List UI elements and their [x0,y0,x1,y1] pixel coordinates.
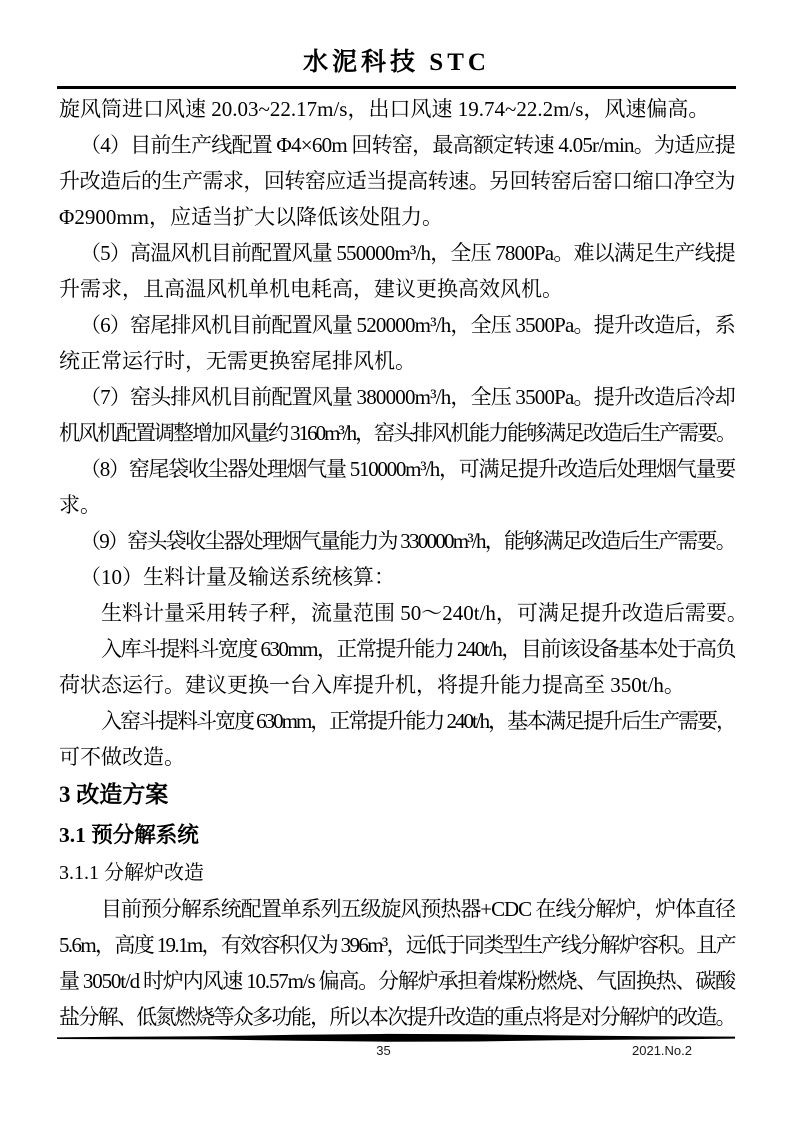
text-line: （4）目前生产线配置 Φ4×60m 回转窑，最高额定转速 4.05r/min。为适应提 [80,132,735,157]
text-line: 盐分解、低氮燃烧等众多功能，所以本次提升改造的重点将是对分解炉的改造。 [59,1004,735,1029]
text-line: （5）高温风机目前配置风量 550000m³/h，全压 7800Pa。难以满足生产线提 [80,240,735,265]
page-number: 35 [376,1043,391,1058]
text-line: 生料计量采用转子秤，流量范围 50～240t/h，可满足提升改造后需要。 [101,600,748,625]
text-line: 入库斗提料斗宽度 630mm，正常提升能力 240t/h，目前该设备基本处于高负 [101,636,735,661]
text-line: 荷状态运行。建议更换一台入库提升机，将提升能力提高至 350t/h。 [59,672,685,697]
section-heading: 3 改造方案 [59,781,169,807]
text-line: 统正常运行时，无需更换窑尾排风机。 [59,348,416,373]
page-footer [0,1033,793,1061]
section-heading: 3.1.1 分解炉改造 [59,861,204,884]
text-line: （8）窑尾袋收尘器处理烟气量 510000m³/h，可满足提升改造后处理烟气量要 [80,456,735,481]
text-line: 机风机配置调整增加风量约 3160m³/h，窑头排风机能力能够满足改造后生产需要。 [59,420,735,445]
journal-header [0,0,793,82]
text-line: 可不做改造。 [59,744,185,769]
text-line: 升改造后的生产需求，回转窑应适当提高转速。另回转窑后窑口缩口净空为 [59,168,735,193]
text-line: 5.6m，高度 19.1m，有效容积仅为 396m³，远低于同类型生产线分解炉容积。且产 [59,932,736,957]
document-body [0,89,793,1035]
text-line: 旋风筒进口风速 20.03~22.17m/s，出口风速 19.74~22.2m/s，风速偏高。 [59,96,710,121]
footer-rule [57,1033,735,1042]
text-line: 目前预分解系统配置单系列五级旋风预热器+CDC 在线分解炉，炉体直径 [101,896,735,921]
issue-number: 2021.No.2 [632,1043,692,1058]
text-line: 升需求，且高温风机单机电耗高，建议更换高效风机。 [59,276,563,301]
text-line: 量 3050t/d 时炉内风速 10.57m/s 偏高。分解炉承担着煤粉燃烧、气固换热、碳酸 [59,968,735,993]
footer-row [0,1043,793,1061]
text-line: Φ2900mm，应适当扩大以降低该处阻力。 [59,204,444,229]
journal-title: 水泥科技 STC [303,49,490,76]
text-line: （6）窑尾排风机目前配置风量 520000m³/h，全压 3500Pa。提升改造后，系 [80,312,735,337]
text-line: 求。 [59,492,101,517]
text-line: （9）窑头袋收尘器处理烟气量能力为 330000m³/h，能够满足改造后生产需要。 [80,528,735,553]
text-line: （10）生料计量及输送系统核算： [80,564,395,589]
section-heading: 3.1 预分解系统 [59,822,199,847]
text-line: （7）窑头排风机目前配置风量 380000m³/h，全压 3500Pa。提升改造后冷却 [80,384,735,409]
text-line: 入窑斗提料斗宽度 630mm，正常提升能力 240t/h，基本满足提升后生产需要， [101,708,735,733]
